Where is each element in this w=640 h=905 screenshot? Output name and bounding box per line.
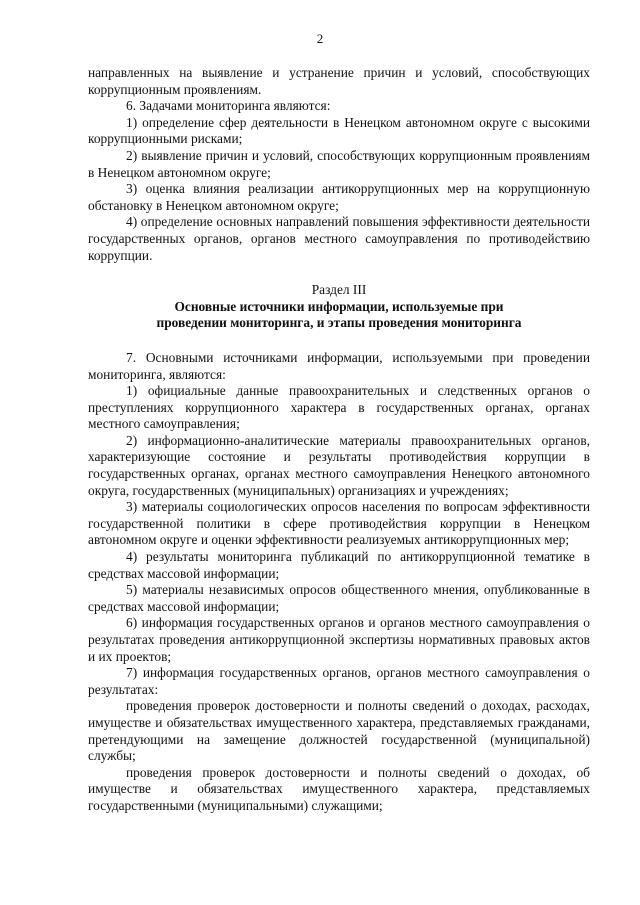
paragraph-item-7-1: 1) официальные данные правоохранительных и следственных органов о преступлениях коррупционного характера в государственных органах, органах местного самоуправления; — [88, 383, 590, 432]
page-number: 2 — [316, 31, 324, 46]
section-spacer — [88, 332, 590, 350]
paragraph-item-6-4: 4) определение основных направлений повышения эффективности деятельности государственных органов, органов местного самоуправления по противодействию коррупции. — [88, 214, 590, 263]
paragraph-item-6-1: 1) определение сфер деятельности в Ненецком автономном округе с высокими коррупционными рисками; — [88, 114, 590, 147]
paragraph-item-7-heading: 7. Основными источниками информации, используемыми при проведении мониторинга, являются: — [88, 349, 590, 382]
paragraph-continuation: направленных на выявление и устранение причин и условий, способствующих коррупционным проявлениям. — [88, 65, 590, 97]
paragraph-item-7-5: 5) материалы независимых опросов общественного мнения, опубликованные в средствах массовой информации; — [88, 582, 590, 614]
paragraph-item-7-4: 4) результаты мониторинга публикаций по антикоррупционной тематике в средствах массовой информации; — [88, 549, 590, 581]
document-body — [88, 65, 590, 815]
paragraph-item-7-6: 6) информация государственных органов и органов местного самоуправления о результатах проведения антикоррупционной экспертизы нормативных правовых актов и их проектов; — [88, 615, 590, 664]
paragraph-item-6-heading: 6. Задачами мониторинга являются: — [126, 98, 331, 114]
paragraph-item-7-2: 2) информационно-аналитические материалы правоохранительных органов, характеризующие состояние и результаты противодействия коррупции в государственных органах, органах местного самоуправления Ненецкого автономного округа, государственных (муниципальных) организациях и учреждениях; — [88, 432, 590, 498]
section-title-line-2: проведении мониторинга, и этапы проведения мониторинга — [156, 315, 522, 331]
paragraph-item-6-3: 3) оценка влияния реализации антикоррупционных мер на коррупционную обстановку в Ненецком автономном округе; — [88, 181, 590, 213]
paragraph-item-7-7-a: проведения проверок достоверности и полноты сведений о доходах, расходах, имуществе и обязательствах имущественного характера, представляемых гражданами, претендующими на замещение должностей государственной (муниципальной) службы; — [88, 698, 590, 764]
paragraph-item-7-7: 7) информация государственных органов, органов местного самоуправления о результатах: — [88, 665, 590, 697]
paragraph-item-6-2: 2) выявление причин и условий, способствующих коррупционным проявлениям в Ненецком автономном округе; — [88, 147, 590, 180]
paragraph-item-7-7-b: проведения проверок достоверности и полноты сведений о доходах, об имуществе и обязательствах имущественного характера, представляемых государственными (муниципальными) служащими; — [88, 764, 590, 813]
section-heading — [88, 282, 590, 332]
section-label: Раздел III — [311, 282, 367, 298]
section-title-line-1: Основные источники информации, используемые при — [174, 298, 504, 314]
paragraph-item-7-3: 3) материалы социологических опросов населения по вопросам эффективности государственной политики в сфере противодействия коррупции в Ненецком автономном округе и оценки эффективности реализуемых антикоррупционных мер; — [88, 499, 590, 548]
